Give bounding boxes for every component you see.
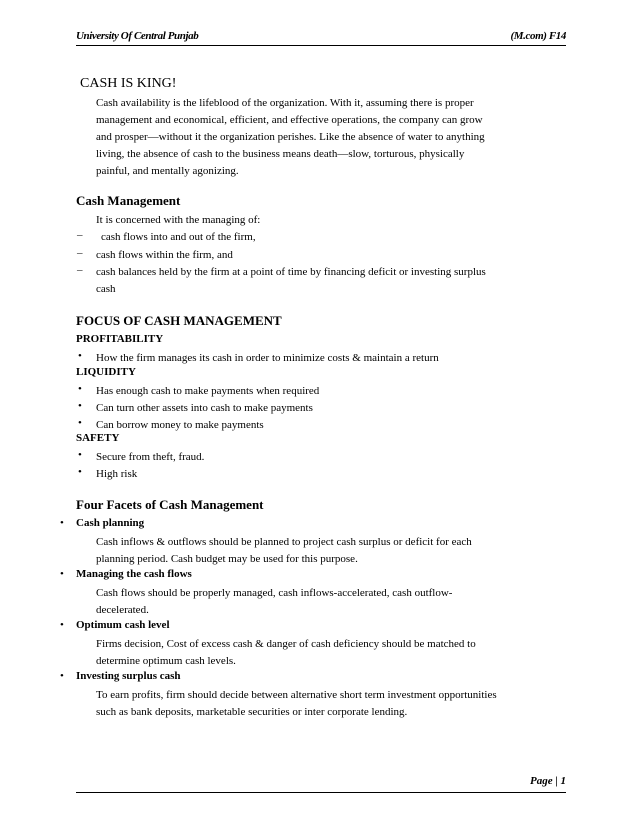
paragraph-line: Cash availability is the lifeblood of the organization. With it, assuming there is proper — [96, 97, 474, 109]
list-item: Has enough cash to make payments when required — [96, 385, 320, 397]
dash-marker: – — [77, 247, 83, 259]
bullet-marker: • — [78, 400, 82, 412]
facet-label-investing-surplus: Investing surplus cash — [76, 670, 181, 682]
bullet-marker: • — [78, 383, 82, 395]
facet-line: Cash inflows & outflows should be planned to project cash surplus or deficit for each — [96, 536, 472, 548]
facet-label-cash-planning: Cash planning — [76, 517, 145, 529]
bullet-marker: • — [60, 670, 64, 682]
header-rule — [76, 45, 566, 46]
list-item: Can turn other assets into cash to make payments — [96, 402, 313, 414]
header-university: University Of Central Punjab — [76, 30, 199, 42]
bullet-marker: • — [78, 350, 82, 362]
paragraph-line: living, the absence of cash to the business means death—slow, torturous, physically — [96, 148, 465, 160]
bullet-marker: • — [60, 619, 64, 631]
section-title-cash-is-king: CASH IS KING! — [80, 76, 177, 91]
facet-label-optimum-cash-level: Optimum cash level — [76, 619, 170, 631]
paragraph-line: painful, and mentally agonizing. — [96, 165, 239, 177]
facet-line: Cash flows should be properly managed, cash inflows-accelerated, cash outflow- — [96, 587, 453, 599]
list-item: cash flows within the firm, and — [96, 249, 233, 261]
dash-marker: – — [77, 229, 83, 241]
paragraph-line: management and economical, efficient, and effective operations, the company can grow — [96, 114, 483, 126]
subheading-profitability: PROFITABILITY — [76, 333, 164, 345]
facet-line: decelerated. — [96, 604, 149, 616]
section-title-four-facets: Four Facets of Cash Management — [76, 497, 264, 512]
bullet-marker: • — [78, 417, 82, 429]
footer-rule — [76, 792, 566, 793]
list-item: How the firm manages its cash in order to minimize costs & maintain a return — [96, 352, 439, 364]
page-number: Page | 1 — [529, 775, 566, 787]
list-item: Secure from theft, fraud. — [96, 451, 205, 463]
facet-label-managing-cash-flows: Managing the cash flows — [76, 568, 192, 580]
subheading-safety: SAFETY — [76, 432, 120, 444]
list-item-continuation: cash — [96, 283, 116, 295]
facet-line: determine optimum cash levels. — [96, 655, 236, 667]
bullet-marker: • — [60, 517, 64, 529]
header-course: (M.com) F14 — [510, 30, 566, 42]
facet-line: Firms decision, Cost of excess cash & danger of cash deficiency should be matched to — [96, 638, 476, 650]
list-item: cash balances held by the firm at a point of time by financing deficit or investing surplus — [96, 266, 486, 278]
facet-line: such as bank deposits, marketable securities or inter corporate lending. — [96, 706, 408, 718]
subheading-liquidity: LIQUIDITY — [76, 366, 136, 378]
page-header — [76, 30, 566, 44]
bullet-marker: • — [78, 466, 82, 478]
list-item: High risk — [96, 468, 138, 480]
facet-line: planning period. Cash budget may be used for this purpose. — [96, 553, 358, 565]
bullet-marker: • — [78, 449, 82, 461]
list-item: cash flows into and out of the firm, — [101, 231, 256, 243]
facet-line: To earn profits, firm should decide between alternative short term investment opportunities — [96, 689, 497, 701]
intro-text: It is concerned with the managing of: — [96, 214, 261, 226]
section-title-focus: FOCUS OF CASH MANAGEMENT — [76, 313, 282, 328]
bullet-marker: • — [60, 568, 64, 580]
dash-marker: – — [77, 264, 83, 276]
list-item: Can borrow money to make payments — [96, 419, 264, 431]
paragraph-line: and prosper—without it the organization perishes. Like the absence of water to anything — [96, 131, 485, 143]
section-title-cash-management: Cash Management — [76, 193, 181, 208]
